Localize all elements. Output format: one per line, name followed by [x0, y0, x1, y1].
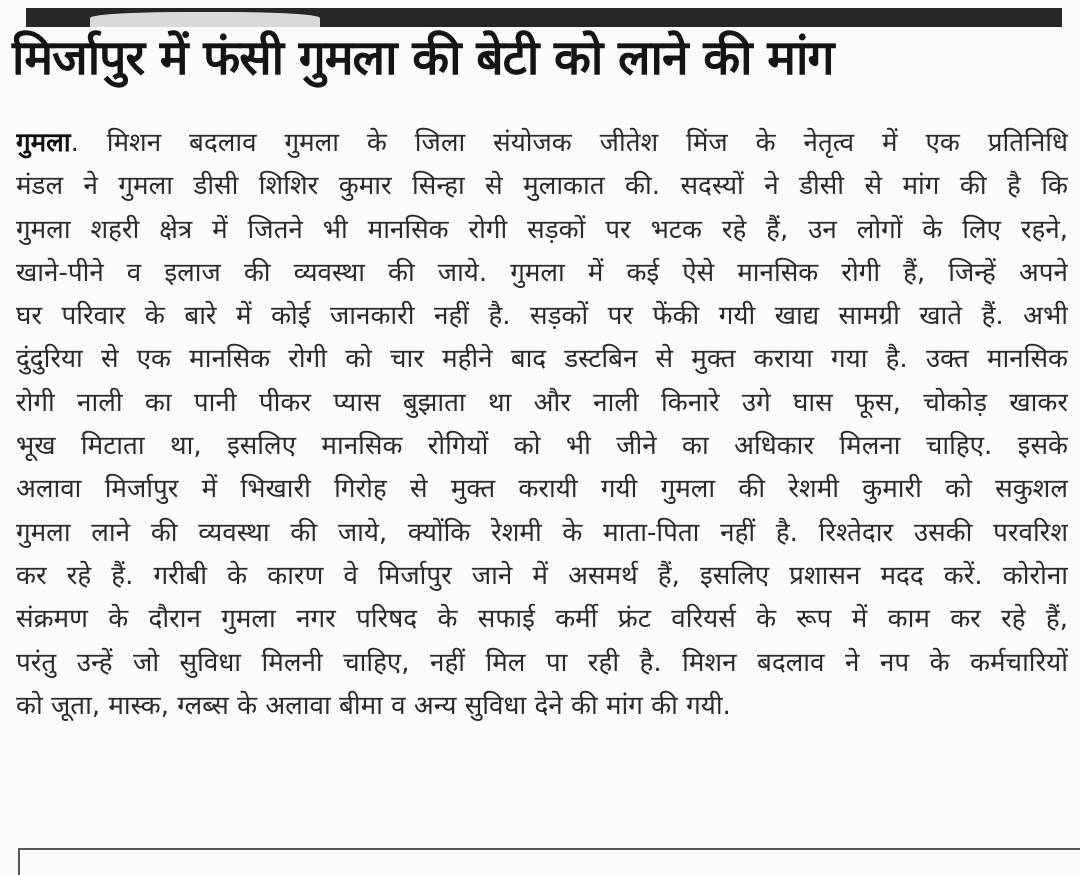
article-line: [16, 122, 1068, 165]
article-line: रोगी नाली का पानी पीकर प्यास बुझाता था और नाली किनारे उगे घास फूस, चोकोड़ खाकर: [16, 387, 1068, 418]
article-line: परंतु उन्हें जो सुविधा मिलनी चाहिए, नहीं मिल पा रही है. मिशन बदलाव ने नप के कर्मचारियों: [16, 647, 1068, 678]
article-line: संक्रमण के दौरान गुमला नगर परिषद के सफाई कर्मी फ्रंट वरियर्स के रूप में काम कर रहे हैं,: [16, 604, 1068, 635]
article-body: [16, 122, 1068, 728]
article-line: मंडल ने गुमला डीसी शिशिर कुमार सिन्हा से मुलाकात की. सदस्यों ने डीसी से मांग की है कि: [16, 171, 1068, 202]
next-article-frame: [18, 848, 1080, 875]
article-line-text: . मिशन बदलाव गुमला के जिला संयोजक जीतेश मिंज के नेतृत्व में एक प्रतिनिधि: [70, 128, 1068, 158]
next-article-photo: [90, 12, 320, 27]
article-headline: मिर्जापुर में फंसी गुमला की बेटी को लाने की मांग: [12, 30, 834, 86]
article-line: गुमला शहरी क्षेत्र में जितने भी मानसिक रोगी सड़कों पर भटक रहे हैं, उन लोगों के लिए रहने,: [16, 214, 1068, 245]
article-line: अलावा मिर्जापुर में भिखारी गिरोह से मुक्त करायी गयी गुमला की रेशमी कुमारी को सकुशल: [16, 474, 1068, 505]
article-line: कर रहे हैं. गरीबी के कारण वे मिर्जापुर जाने में असमर्थ हैं, इसलिए प्रशासन मदद करें. कोरोना: [16, 560, 1068, 591]
article-line: घर परिवार के बारे में कोई जानकारी नहीं है. सड़कों पर फेंकी गयी खाद्य सामग्री खाते हैं. अभी: [16, 301, 1068, 332]
article-line: को जूता, मास्क, ग्लब्स के अलावा बीमा व अन्य सुविधा देने की मांग की गयी.: [16, 690, 731, 721]
article-dateline: गुमला: [16, 128, 71, 158]
article-line: गुमला लाने की व्यवस्था की जाये, क्योंकि रेशमी के माता-पिता नहीं है. रिश्तेदार उसकी परवरिश: [16, 517, 1068, 548]
article-line: खाने-पीने व इलाज की व्यवस्था की जाये. गुमला में कई ऐसे मानसिक रोगी हैं, जिन्हें अपने: [16, 257, 1068, 288]
article-line: भूख मिटाता था, इसलिए मानसिक रोगियों को भी जीने का अधिकार मिलना चाहिए. इसके: [16, 431, 1068, 462]
article-line: दुंदुरिया से एक मानसिक रोगी को चार महीने बाद डस्टबिन से मुक्त कराया गया है. उक्त मानसिक: [16, 344, 1068, 375]
